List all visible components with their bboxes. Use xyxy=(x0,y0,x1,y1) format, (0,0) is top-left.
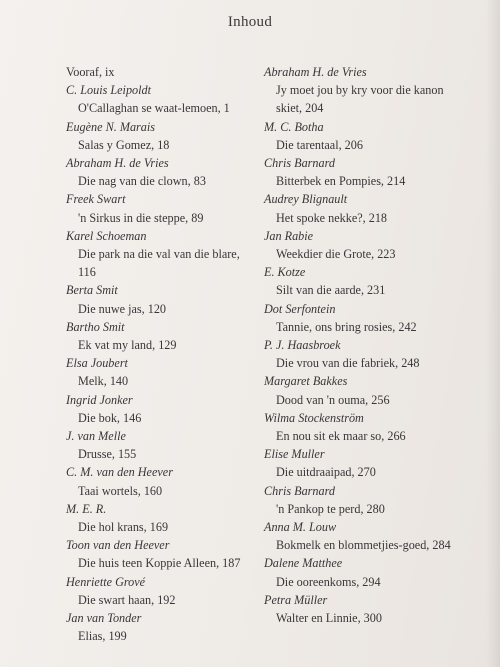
toc-entry xyxy=(66,81,252,117)
toc-work-title: Elias, 199 xyxy=(78,629,127,644)
toc-author: Elise Muller xyxy=(264,447,325,462)
toc-entry xyxy=(264,118,460,154)
page-edge-shadow xyxy=(486,0,500,667)
toc-author: Bartho Smit xyxy=(66,319,125,334)
toc-work-title: En nou sit ek maar so, 266 xyxy=(276,429,406,444)
toc-author: Berta Smit xyxy=(66,283,118,298)
toc-author: Margaret Bakkes xyxy=(264,374,348,389)
toc-author: Jan van Tonder xyxy=(66,611,142,626)
toc-author: M. E. R. xyxy=(66,501,107,516)
preface-entry: Vooraf, ix xyxy=(66,65,115,79)
toc-work-title: Silt van die aarde, 231 xyxy=(276,283,386,298)
toc-entry xyxy=(66,463,252,499)
toc-entry xyxy=(264,409,460,445)
toc-work-title: Salas y Gomez, 18 xyxy=(78,137,170,152)
toc-work-title: Die huis teen Koppie Alleen, 187 xyxy=(78,556,241,571)
toc-work-title: Die swart haan, 192 xyxy=(78,592,176,607)
toc-author: Anna M. Louw xyxy=(264,520,337,535)
toc-work-title: O'Callaghan se waat-lemoen, 1 xyxy=(78,101,230,116)
toc-author: Dot Serfontein xyxy=(264,301,336,316)
toc-work-title: Die nuwe jas, 120 xyxy=(78,301,167,316)
toc-author: Henriette Grové xyxy=(66,574,146,589)
toc-work-title: 'n Sirkus in die steppe, 89 xyxy=(78,210,204,225)
toc-work-title: 'n Pankop te perd, 280 xyxy=(276,501,385,516)
toc-author: J. van Melle xyxy=(66,429,126,444)
toc-author: Freek Swart xyxy=(66,192,126,207)
toc-right-column xyxy=(264,63,460,627)
toc-author: P. J. Haasbroek xyxy=(264,338,341,353)
toc-work-title: Die bok, 146 xyxy=(78,410,142,425)
toc-author: C. M. van den Heever xyxy=(66,465,173,480)
toc-work-title: Bokmelk en blommetjies-goed, 284 xyxy=(276,538,451,553)
toc-entry xyxy=(264,518,460,554)
toc-author: Petra Müller xyxy=(264,592,328,607)
toc-author: Toon van den Heever xyxy=(66,538,170,553)
toc-work-title: Tannie, ons bring rosies, 242 xyxy=(276,319,417,334)
toc-author: Eugène N. Marais xyxy=(66,119,156,134)
toc-work-title: Die park na die val van die blare, 116 xyxy=(78,247,240,280)
toc-author: Wilma Stockenström xyxy=(264,410,364,425)
toc-work-title: Die uitdraaipad, 270 xyxy=(276,465,376,480)
toc-entry xyxy=(66,609,252,645)
toc-entry xyxy=(264,300,460,336)
toc-entry xyxy=(66,190,252,226)
toc-author: Audrey Blignault xyxy=(264,192,348,207)
toc-work-title: Jy moet jou by kry voor die kanon skiet, 204 xyxy=(276,83,444,116)
toc-entry xyxy=(66,427,252,463)
toc-author: Elsa Joubert xyxy=(66,356,128,371)
toc-work-title: Melk, 140 xyxy=(78,374,129,389)
toc-author: Chris Barnard xyxy=(264,156,335,171)
toc-author: Chris Barnard xyxy=(264,483,335,498)
toc-author: Dalene Matthee xyxy=(264,556,343,571)
toc-entry xyxy=(66,154,252,190)
toc-entry xyxy=(264,227,460,263)
toc-left-column xyxy=(66,63,252,646)
toc-entry xyxy=(264,190,460,226)
toc-author: Karel Schoeman xyxy=(66,228,147,243)
toc-entry xyxy=(66,536,252,572)
toc-entry xyxy=(264,372,460,408)
toc-work-title: Die hol krans, 169 xyxy=(78,520,169,535)
toc-work-title: Walter en Linnie, 300 xyxy=(276,611,382,626)
page-title: Inhoud xyxy=(227,14,273,30)
toc-author: E. Kotze xyxy=(264,265,306,280)
toc-entry xyxy=(264,445,460,481)
toc-work-title: Ek vat my land, 129 xyxy=(78,338,177,353)
toc-work-title: Dood van 'n ouma, 256 xyxy=(276,392,390,407)
toc-author: Abraham H. de Vries xyxy=(66,156,169,171)
toc-author: M. C. Botha xyxy=(264,119,324,134)
toc-work-title: Taai wortels, 160 xyxy=(78,483,163,498)
toc-author: Ingrid Jonker xyxy=(66,392,133,407)
toc-left-entries xyxy=(66,81,252,645)
toc-entry xyxy=(66,573,252,609)
toc-work-title: Het spoke nekke?, 218 xyxy=(276,210,388,225)
toc-work-title: Drusse, 155 xyxy=(78,447,137,462)
toc-entry xyxy=(66,391,252,427)
toc-entry xyxy=(66,281,252,317)
toc-right-entries xyxy=(264,63,460,627)
toc-work-title: Die tarentaal, 206 xyxy=(276,137,363,152)
toc-entry xyxy=(264,336,460,372)
toc-entry xyxy=(264,154,460,190)
toc-entry xyxy=(264,482,460,518)
toc-entry xyxy=(264,591,460,627)
toc-author: C. Louis Leipoldt xyxy=(66,83,151,98)
toc-work-title: Bitterbek en Pompies, 214 xyxy=(276,174,406,189)
toc-author: Abraham H. de Vries xyxy=(264,65,367,79)
toc-entry xyxy=(264,554,460,590)
toc-author: Jan Rabie xyxy=(264,228,314,243)
toc-entry xyxy=(66,227,252,282)
toc-work-title: Die nag van die clown, 83 xyxy=(78,174,206,189)
toc-entry xyxy=(66,354,252,390)
toc-entry xyxy=(66,118,252,154)
toc-work-title: Die vrou van die fabriek, 248 xyxy=(276,356,420,371)
toc-work-title: Weekdier die Grote, 223 xyxy=(276,247,396,262)
toc-entry xyxy=(66,318,252,354)
toc-entry xyxy=(66,500,252,536)
toc-entry xyxy=(264,63,460,118)
toc-entry xyxy=(264,263,460,299)
toc-work-title: Die ooreenkoms, 294 xyxy=(276,574,381,589)
